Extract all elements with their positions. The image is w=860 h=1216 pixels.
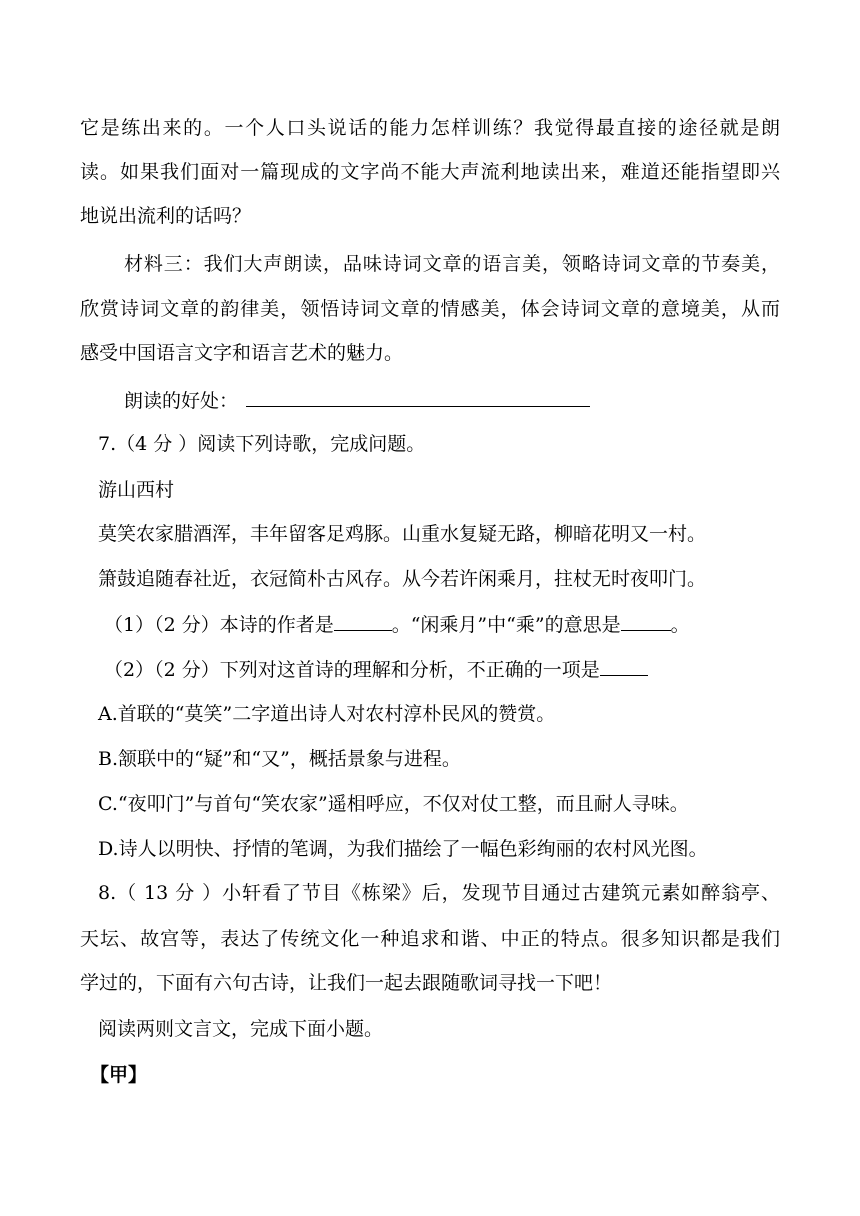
material-two-line-2 — [80, 160, 780, 184]
question-7-sub-1 — [104, 612, 690, 637]
answer-blank[interactable] — [246, 388, 590, 407]
text: 8.（ 13 分 ）小轩看了节目《栋梁》后，发现节目通过古建筑元素如醉翁亭、 — [98, 882, 780, 904]
poem-line-1: 莫笑农家腊酒浑，丰年留客足鸡豚。山重水复疑无路，柳暗花明又一村。 — [98, 523, 707, 545]
choice-blank[interactable] — [600, 657, 648, 676]
text: 读。如果我们面对一篇现成的文字尚不能大声流利地读出来，难道还能指望即兴 — [80, 161, 780, 183]
author-blank[interactable] — [334, 612, 392, 631]
option-c: C.“夜叩门”与首句“笑农家”遥相呼应，不仅对仗工整，而且耐人寻味。 — [98, 793, 689, 815]
text: 它是练出来的。一个人口头说话的能力怎样训练？我觉得最直接的途径就是朗 — [80, 117, 780, 139]
meaning-blank[interactable] — [621, 612, 671, 631]
text: 欣赏诗词文章的韵律美，领悟诗词文章的情感美，体会诗词文章的意境美，从而 — [80, 298, 780, 320]
option-a: A.首联的“莫笑”二字道出诗人对农村淳朴民风的赞赏。 — [98, 703, 556, 725]
material-three-line-1 — [124, 252, 780, 276]
question-8-line-1 — [98, 881, 780, 905]
material-three-line-2 — [80, 297, 780, 321]
material-two-line-1 — [80, 116, 780, 140]
option-d: D.诗人以明快、抒情的笔调，为我们描绘了一幅色彩绚丽的农村风光图。 — [98, 838, 708, 860]
question-8-line-2 — [80, 927, 780, 951]
sub-2-text: （2）（2 分）下列对这首诗的理解和分析，不正确的一项是 — [104, 659, 600, 681]
answer-prompt — [124, 388, 590, 413]
material-three-line-3: 感受中国语言文字和语言艺术的魅力。 — [80, 342, 404, 364]
section-label-jia: 【甲】 — [90, 1064, 148, 1086]
text: 天坛、故宫等，表达了传统文化一种追求和谐、中正的特点。很多知识都是我们 — [80, 928, 780, 950]
poem-line-2: 箫鼓追随春社近，衣冠简朴古风存。从今若许闲乘月，拄杖无时夜叩门。 — [98, 568, 707, 590]
reading-instruction: 阅读两则文言文，完成下面小题。 — [98, 1018, 384, 1040]
material-two-line-3: 地说出流利的话吗？ — [80, 205, 252, 227]
question-7-header: 7.（4 分 ）阅读下列诗歌，完成问题。 — [98, 433, 426, 455]
sub-1-text-b: 。“闲乘月”中“乘”的意思是 — [391, 614, 621, 636]
text: 材料三：我们大声朗读，品味诗词文章的语言美，领略诗词文章的节奏美， — [124, 253, 780, 275]
poem-title: 游山西村 — [98, 479, 175, 501]
question-7-sub-2 — [104, 657, 648, 682]
answer-label: 朗读的好处： — [124, 390, 239, 412]
question-8-line-3: 学过的，下面有六句古诗，让我们一起去跟随歌词寻找一下吧！ — [80, 972, 613, 994]
option-b: B.颔联中的“疑”和“又”，概括景象与进程。 — [98, 748, 461, 770]
sub-1-text-a: （1）（2 分）本诗的作者是 — [104, 614, 334, 636]
sub-1-text-c: 。 — [670, 614, 690, 636]
